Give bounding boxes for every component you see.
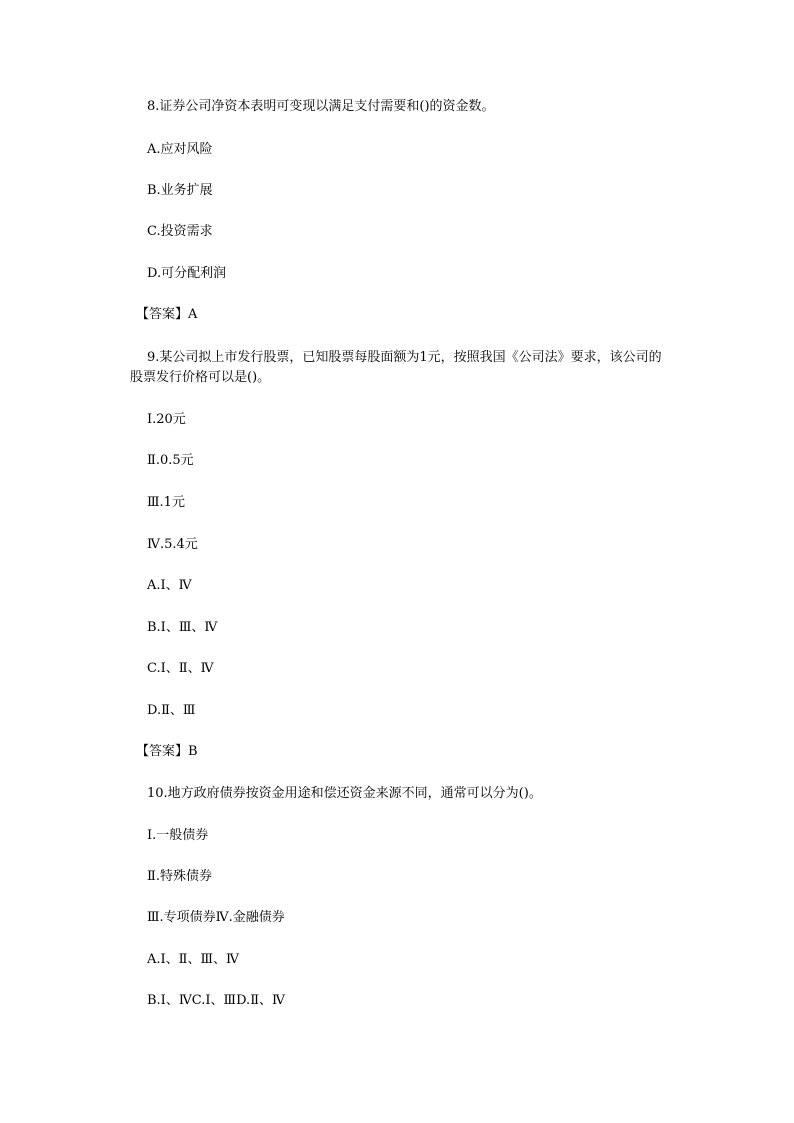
question-9-item-2: Ⅱ.0.5元 [147, 453, 194, 468]
question-9-stem: 9.某公司拟上市发行股票，已知股票每股面额为1元，按照我国《公司法》要求，该公司的股票发行价格可以是()。 [130, 350, 662, 385]
question-9-item-4: Ⅳ.5.4元 [147, 537, 198, 552]
question-10-option-b-c-d: B.Ⅰ、ⅣC.Ⅰ、ⅢD.Ⅱ、Ⅳ [147, 993, 286, 1008]
question-10-item-1: Ⅰ.一般债券 [147, 828, 209, 843]
question-8-option-b: B.业务扩展 [147, 183, 213, 198]
question-10-option-a: A.Ⅰ、Ⅱ、Ⅲ、Ⅳ [147, 952, 240, 967]
question-8-option-c: C.投资需求 [147, 224, 213, 239]
question-9-option-c: C.Ⅰ、Ⅱ、Ⅳ [147, 661, 214, 676]
question-10-item-3: Ⅲ.专项债券Ⅳ.金融债券 [147, 910, 285, 925]
question-9-answer: 【答案】B [136, 744, 198, 759]
question-8-option-a: A.应对风险 [147, 142, 213, 157]
question-10-item-2: Ⅱ.特殊债券 [147, 869, 212, 884]
question-10-stem: 10.地方政府债券按资金用途和偿还资金来源不同，通常可以分为()。 [147, 786, 542, 801]
question-9-option-b: B.Ⅰ、Ⅲ、Ⅳ [147, 620, 218, 635]
question-9-item-3: Ⅲ.1元 [147, 495, 185, 510]
question-8-stem: 8.证券公司净资本表明可变现以满足支付需要和()的资金数。 [147, 99, 495, 114]
question-9-option-d: D.Ⅱ、Ⅲ [147, 703, 196, 718]
question-8-option-d: D.可分配利润 [147, 266, 227, 281]
question-9-item-1: Ⅰ.20元 [147, 412, 186, 427]
question-9-option-a: A.Ⅰ、Ⅳ [147, 578, 192, 593]
question-8-answer: 【答案】A [136, 307, 198, 322]
